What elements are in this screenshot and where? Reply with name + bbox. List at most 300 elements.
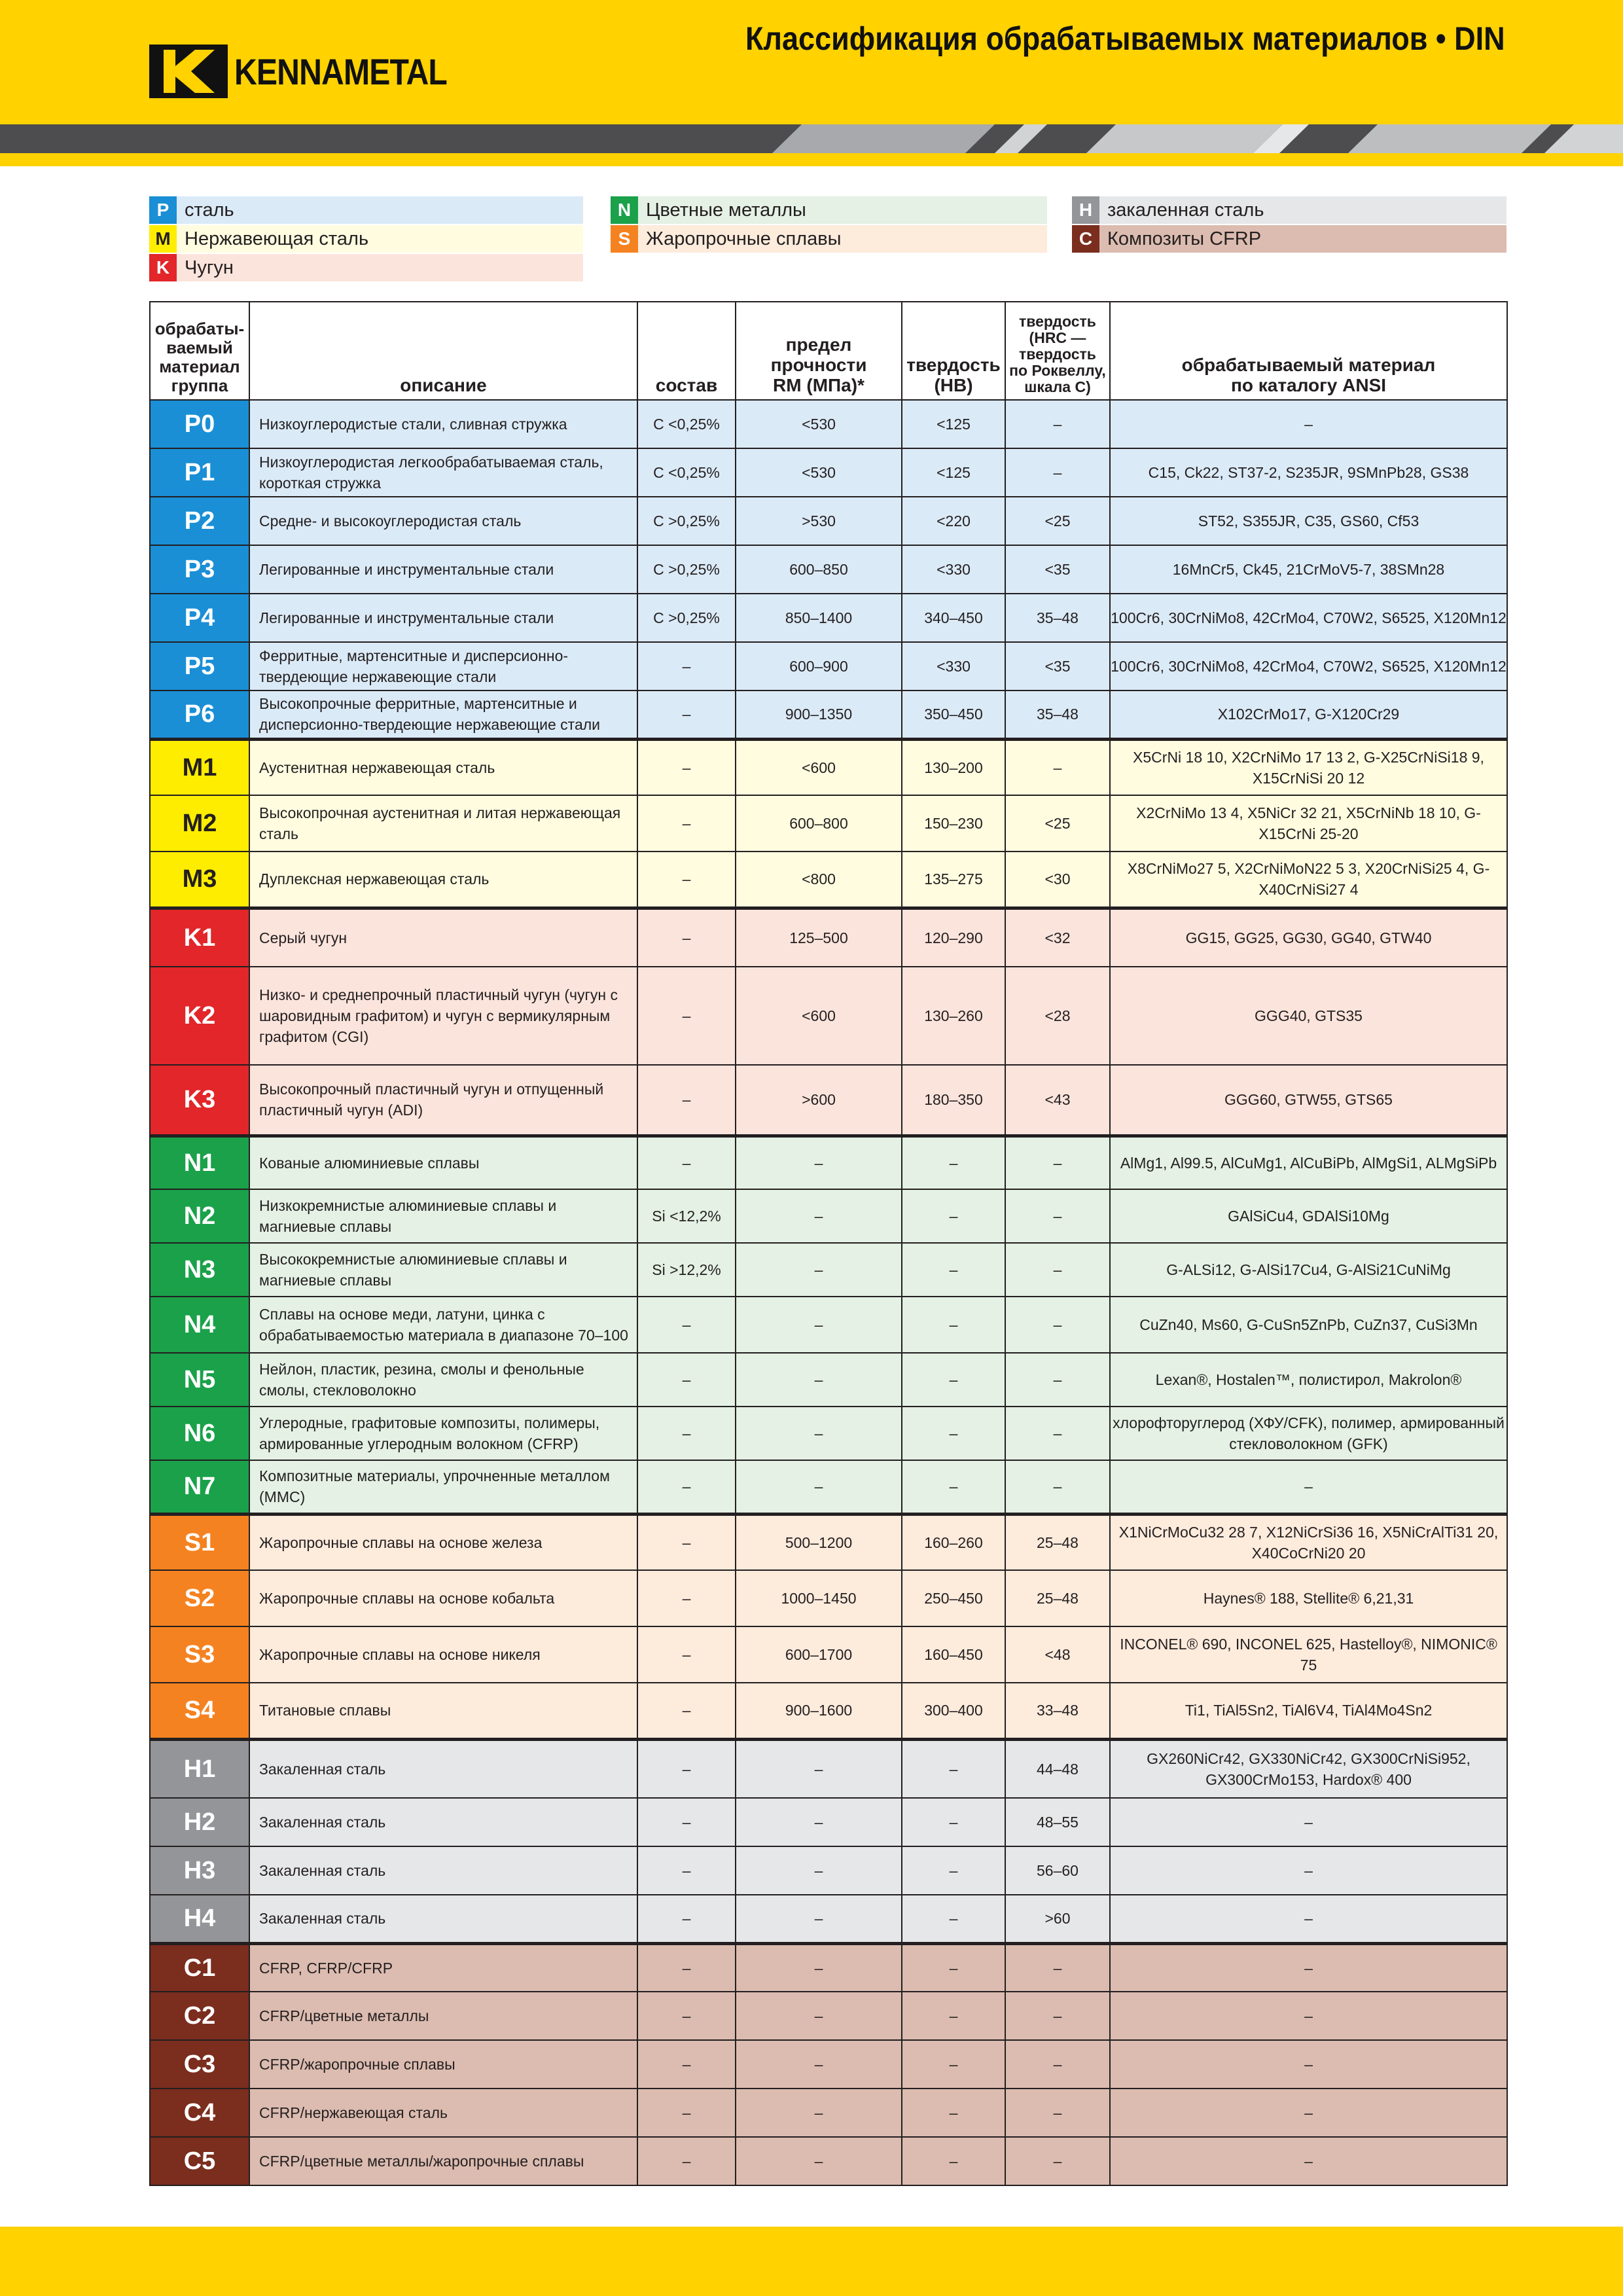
hardness-hrc-cell: 25–48 (1005, 1514, 1110, 1570)
description-cell: Средне- и высокоуглеродистая сталь (249, 497, 637, 545)
header-stripe (0, 124, 1623, 153)
hardness-hrc-cell: 56–60 (1005, 1846, 1110, 1895)
table-row (150, 400, 1507, 448)
hardness-hb-cell: 160–260 (902, 1514, 1005, 1570)
strength-cell: 600–800 (736, 795, 902, 852)
hardness-hb-cell: – (902, 1353, 1005, 1407)
strength-cell: <600 (736, 739, 902, 795)
hardness-hrc-cell: – (1005, 1992, 1110, 2040)
strength-cell: – (736, 1895, 902, 1943)
description-cell: Композитные материалы, упрочненные металлом (MMC) (249, 1460, 637, 1514)
page-title: Классификация обрабатываемых материалов • DIN (745, 20, 1505, 57)
composition-cell: C >0,25% (637, 497, 736, 545)
group-code-cell: P3 (150, 545, 249, 594)
hardness-hb-cell: 160–450 (902, 1626, 1005, 1683)
hardness-hb-cell: <330 (902, 642, 1005, 691)
strength-cell: 600–900 (736, 642, 902, 691)
legend-code: H (1072, 196, 1099, 224)
hardness-hrc-cell: – (1005, 2137, 1110, 2185)
hardness-hb-cell: <125 (902, 400, 1005, 448)
ansi-materials-cell: 100Cr6, 30CrNiMo8, 42CrMo4, C70W2, S6525, X120Mn12 (1110, 642, 1507, 691)
legend-label: закаленная сталь (1099, 196, 1507, 224)
header-hardness-hb: твердость (HB) (902, 302, 1005, 400)
group-code-cell: N5 (150, 1353, 249, 1407)
composition-cell: – (637, 1846, 736, 1895)
ansi-materials-cell: X8CrNiMo27 5, X2CrNiMoN22 5 3, X20CrNiSi25 4, G-X40CrNiSi27 4 (1110, 852, 1507, 908)
description-cell: Дуплексная нержавеющая сталь (249, 852, 637, 908)
hardness-hrc-cell: – (1005, 2040, 1110, 2089)
hardness-hrc-cell: 44–48 (1005, 1739, 1110, 1798)
group-code-cell: C4 (150, 2089, 249, 2137)
composition-cell: – (637, 1407, 736, 1460)
description-cell: Жаропрочные сплавы на основе никеля (249, 1626, 637, 1683)
ansi-materials-cell: X5CrNi 18 10, X2CrNiMo 17 13 2, G-X25CrNiSi18 9, X15CrNiSi 20 12 (1110, 739, 1507, 795)
strength-cell: 850–1400 (736, 594, 902, 642)
composition-cell: Si <12,2% (637, 1189, 736, 1243)
hardness-hb-cell: – (902, 1297, 1005, 1353)
table-row (150, 1943, 1507, 1992)
composition-cell: – (637, 1683, 736, 1739)
strength-cell: 125–500 (736, 908, 902, 967)
composition-cell: – (637, 1570, 736, 1626)
description-cell: Низкоуглеродистые стали, сливная стружка (249, 400, 637, 448)
description-cell: Ферритные, мартенситные и дисперсионно-твердеющие нержавеющие стали (249, 642, 637, 691)
legend-code: S (611, 225, 638, 253)
ansi-materials-cell: 16MnCr5, Ck45, 21CrMoV5-7, 38SMn28 (1110, 545, 1507, 594)
ansi-materials-cell: X2CrNiMo 13 4, X5NiCr 32 21, X5CrNiNb 18 10, G-X15CrNi 25-20 (1110, 795, 1507, 852)
description-cell: CFRP/цветные металлы (249, 1992, 637, 2040)
ansi-materials-cell: Lexan®, Hostalen™, полистирол, Makrolon® (1110, 1353, 1507, 1407)
table-row (150, 1353, 1507, 1407)
table-row (150, 1514, 1507, 1570)
hardness-hrc-cell: <35 (1005, 545, 1110, 594)
ansi-materials-cell: Haynes® 188, Stellite® 6,21,31 (1110, 1570, 1507, 1626)
strength-cell: – (736, 1353, 902, 1407)
strength-cell: – (736, 1136, 902, 1189)
ansi-materials-cell: – (1110, 1846, 1507, 1895)
hardness-hrc-cell: <25 (1005, 795, 1110, 852)
table-row (150, 594, 1507, 642)
table-row (150, 852, 1507, 908)
header-strength: предел прочности RM (МПа)* (736, 302, 902, 400)
legend-label: Жаропрочные сплавы (638, 225, 1047, 253)
legend-item (149, 225, 583, 253)
description-cell: CFRP, CFRP/CFRP (249, 1943, 637, 1992)
table-row (150, 967, 1507, 1065)
hardness-hb-cell: – (902, 1895, 1005, 1943)
ansi-materials-cell: хлорофторуглерод (ХФУ/CFK), полимер, армированный стекловолокном (GFK) (1110, 1407, 1507, 1460)
description-cell: Закаленная сталь (249, 1895, 637, 1943)
brand-name: KENNAMETAL (234, 50, 447, 92)
page-footer (0, 2227, 1623, 2296)
description-cell: Сплавы на основе меди, латуни, цинка с обрабатываемостью материала в диапазоне 70–100 (249, 1297, 637, 1353)
description-cell: CFRP/нержавеющая сталь (249, 2089, 637, 2137)
hardness-hb-cell: 180–350 (902, 1065, 1005, 1136)
group-code-cell: K2 (150, 967, 249, 1065)
hardness-hrc-cell: <30 (1005, 852, 1110, 908)
table-row (150, 1798, 1507, 1846)
description-cell: Аустенитная нержавеющая сталь (249, 739, 637, 795)
ansi-materials-cell: CuZn40, Ms60, G-CuSn5ZnPb, CuZn37, CuSi3Mn (1110, 1297, 1507, 1353)
group-code-cell: P0 (150, 400, 249, 448)
strength-cell: – (736, 2040, 902, 2089)
hardness-hrc-cell: <32 (1005, 908, 1110, 967)
description-cell: CFRP/жаропрочные сплавы (249, 2040, 637, 2089)
table-row (150, 1136, 1507, 1189)
table-row (150, 1846, 1507, 1895)
table-row (150, 691, 1507, 739)
composition-cell: – (637, 967, 736, 1065)
composition-cell: – (637, 1514, 736, 1570)
composition-cell: – (637, 1798, 736, 1846)
hardness-hrc-cell: – (1005, 1943, 1110, 1992)
group-code-cell: M3 (150, 852, 249, 908)
strength-cell: – (736, 1943, 902, 1992)
table-row (150, 795, 1507, 852)
table-row (150, 1407, 1507, 1460)
strength-cell: <600 (736, 967, 902, 1065)
hardness-hrc-cell: – (1005, 1297, 1110, 1353)
table-row (150, 1297, 1507, 1353)
description-cell: Низкокремнистые алюминиевые сплавы и магниевые сплавы (249, 1189, 637, 1243)
group-code-cell: C3 (150, 2040, 249, 2089)
description-cell: Углеродные, графитовые композиты, полимеры, армированные углеродным волокном (CFRP) (249, 1407, 637, 1460)
legend-label: сталь (177, 196, 583, 224)
composition-cell: Si >12,2% (637, 1243, 736, 1297)
hardness-hb-cell: – (902, 1943, 1005, 1992)
description-cell: Кованые алюминиевые сплавы (249, 1136, 637, 1189)
table-header-row (150, 302, 1507, 400)
hardness-hb-cell: – (902, 2137, 1005, 2185)
group-code-cell: N2 (150, 1189, 249, 1243)
description-cell: Низко- и среднепрочный пластичный чугун (чугун с шаровидным графитом) и чугун с вермикулярным графитом (CGI) (249, 967, 637, 1065)
legend-label: Нержавеющая сталь (177, 225, 583, 253)
group-code-cell: S2 (150, 1570, 249, 1626)
ansi-materials-cell: – (1110, 1460, 1507, 1514)
hardness-hrc-cell: – (1005, 1243, 1110, 1297)
legend-item (1072, 196, 1507, 224)
composition-cell: – (637, 852, 736, 908)
hardness-hrc-cell: – (1005, 1407, 1110, 1460)
composition-cell: – (637, 2089, 736, 2137)
composition-cell: – (637, 1992, 736, 2040)
ansi-materials-cell: – (1110, 1895, 1507, 1943)
description-cell: Титановые сплавы (249, 1683, 637, 1739)
hardness-hrc-cell: <28 (1005, 967, 1110, 1065)
hardness-hrc-cell: 25–48 (1005, 1570, 1110, 1626)
hardness-hrc-cell: – (1005, 400, 1110, 448)
description-cell: Низкоуглеродистая легкообрабатываемая сталь, короткая стружка (249, 448, 637, 497)
composition-cell: – (637, 2040, 736, 2089)
legend-column-3 (1072, 196, 1507, 254)
legend-item (611, 225, 1047, 253)
group-code-cell: S4 (150, 1683, 249, 1739)
composition-cell: – (637, 691, 736, 739)
legend-code: P (149, 196, 177, 224)
strength-cell: 600–1700 (736, 1626, 902, 1683)
hardness-hrc-cell: – (1005, 1189, 1110, 1243)
legend-code: M (149, 225, 177, 253)
ansi-materials-cell: – (1110, 2137, 1507, 2185)
strength-cell: – (736, 1297, 902, 1353)
group-code-cell: H3 (150, 1846, 249, 1895)
ansi-materials-cell: ST52, S355JR, C35, GS60, Cf53 (1110, 497, 1507, 545)
hardness-hb-cell: – (902, 1846, 1005, 1895)
group-code-cell: K3 (150, 1065, 249, 1136)
legend-label: Чугун (177, 254, 583, 281)
description-cell: Нейлон, пластик, резина, смолы и фенольные смолы, стекловолокно (249, 1353, 637, 1407)
group-code-cell: C1 (150, 1943, 249, 1992)
ansi-materials-cell: Ti1, TiAl5Sn2, TiAl6V4, TiAl4Mo4Sn2 (1110, 1683, 1507, 1739)
hardness-hrc-cell: <35 (1005, 642, 1110, 691)
group-code-cell: P6 (150, 691, 249, 739)
hardness-hb-cell: – (902, 1460, 1005, 1514)
legend-item (149, 254, 583, 281)
ansi-materials-cell: – (1110, 2089, 1507, 2137)
ansi-materials-cell: GGG40, GTS35 (1110, 967, 1507, 1065)
composition-cell: – (637, 1136, 736, 1189)
ansi-materials-cell: 100Cr6, 30CrNiMo8, 42CrMo4, C70W2, S6525, X120Mn12 (1110, 594, 1507, 642)
kennametal-k-icon (149, 45, 228, 98)
table-row (150, 1895, 1507, 1943)
description-cell: Закаленная сталь (249, 1739, 637, 1798)
header-ansi: обрабатываемый материал по каталогу ANSI (1110, 302, 1507, 400)
composition-cell: C <0,25% (637, 400, 736, 448)
description-cell: Жаропрочные сплавы на основе железа (249, 1514, 637, 1570)
strength-cell: – (736, 1846, 902, 1895)
legend-item (1072, 225, 1507, 253)
hardness-hrc-cell: 35–48 (1005, 594, 1110, 642)
composition-cell: – (637, 1460, 736, 1514)
ansi-materials-cell: GGG60, GTW55, GTS65 (1110, 1065, 1507, 1136)
hardness-hb-cell: – (902, 1136, 1005, 1189)
stripe-graphic (0, 124, 1623, 153)
strength-cell: 900–1350 (736, 691, 902, 739)
table-row (150, 1243, 1507, 1297)
hardness-hrc-cell: – (1005, 1460, 1110, 1514)
table-body (150, 400, 1507, 2185)
description-cell: Жаропрочные сплавы на основе кобальта (249, 1570, 637, 1626)
description-cell: Высокопрочная аустенитная и литая нержавеющая сталь (249, 795, 637, 852)
legend-label: Композиты CFRP (1099, 225, 1507, 253)
hardness-hb-cell: – (902, 2089, 1005, 2137)
group-code-cell: M1 (150, 739, 249, 795)
group-code-cell: K1 (150, 908, 249, 967)
table-row (150, 545, 1507, 594)
table-row (150, 2089, 1507, 2137)
composition-cell: – (637, 1065, 736, 1136)
hardness-hb-cell: – (902, 1407, 1005, 1460)
hardness-hb-cell: – (902, 1992, 1005, 2040)
header-description: описание (249, 302, 637, 400)
materials-table (149, 301, 1508, 2186)
hardness-hb-cell: 300–400 (902, 1683, 1005, 1739)
description-cell: Серый чугун (249, 908, 637, 967)
hardness-hb-cell: 250–450 (902, 1570, 1005, 1626)
header-hardness-hrc: твердость (HRC — твердость по Роквеллу, шкала C) (1005, 302, 1110, 400)
table-row (150, 2137, 1507, 2185)
description-cell: Высокопрочный пластичный чугун и отпущенный пластичный чугун (ADI) (249, 1065, 637, 1136)
composition-cell: C <0,25% (637, 448, 736, 497)
group-code-cell: H4 (150, 1895, 249, 1943)
composition-cell: C >0,25% (637, 545, 736, 594)
hardness-hb-cell: 135–275 (902, 852, 1005, 908)
brand-logo (149, 45, 482, 98)
ansi-materials-cell: GAlSiCu4, GDAlSi10Mg (1110, 1189, 1507, 1243)
group-code-cell: S1 (150, 1514, 249, 1570)
ansi-materials-cell: – (1110, 1992, 1507, 2040)
strength-cell: – (736, 2137, 902, 2185)
group-code-cell: S3 (150, 1626, 249, 1683)
hardness-hrc-cell: <48 (1005, 1626, 1110, 1683)
composition-cell: – (637, 795, 736, 852)
strength-cell: – (736, 1798, 902, 1846)
table-row (150, 1189, 1507, 1243)
composition-cell: – (637, 2137, 736, 2185)
legend-item (611, 196, 1047, 224)
ansi-materials-cell: – (1110, 400, 1507, 448)
composition-cell: – (637, 1943, 736, 1992)
legend-item (149, 196, 583, 224)
hardness-hb-cell: – (902, 1243, 1005, 1297)
hardness-hrc-cell: 48–55 (1005, 1798, 1110, 1846)
hardness-hrc-cell: <25 (1005, 497, 1110, 545)
ansi-materials-cell: – (1110, 1798, 1507, 1846)
strength-cell: – (736, 1407, 902, 1460)
legend-code: N (611, 196, 638, 224)
hardness-hb-cell: <330 (902, 545, 1005, 594)
group-code-cell: N1 (150, 1136, 249, 1189)
legend-code: C (1072, 225, 1099, 253)
table-row (150, 1992, 1507, 2040)
hardness-hrc-cell: – (1005, 448, 1110, 497)
group-code-cell: H1 (150, 1739, 249, 1798)
hardness-hb-cell: – (902, 1739, 1005, 1798)
strength-cell: 1000–1450 (736, 1570, 902, 1626)
hardness-hb-cell: 130–260 (902, 967, 1005, 1065)
legend-code: K (149, 254, 177, 281)
strength-cell: 900–1600 (736, 1683, 902, 1739)
composition-cell: – (637, 1895, 736, 1943)
group-code-cell: N3 (150, 1243, 249, 1297)
description-cell: Высококремнистые алюминиевые сплавы и магниевые сплавы (249, 1243, 637, 1297)
hardness-hrc-cell: – (1005, 739, 1110, 795)
header-group: обрабаты- ваемый материал группа (150, 302, 249, 400)
hardness-hrc-cell: >60 (1005, 1895, 1110, 1943)
table-row (150, 1065, 1507, 1136)
group-code-cell: M2 (150, 795, 249, 852)
composition-cell: – (637, 908, 736, 967)
composition-cell: – (637, 1297, 736, 1353)
composition-cell: – (637, 1626, 736, 1683)
group-code-cell: N4 (150, 1297, 249, 1353)
strength-cell: – (736, 1189, 902, 1243)
table-row (150, 1570, 1507, 1626)
hardness-hrc-cell: – (1005, 2089, 1110, 2137)
hardness-hrc-cell: 33–48 (1005, 1683, 1110, 1739)
group-code-cell: P4 (150, 594, 249, 642)
strength-cell: – (736, 1992, 902, 2040)
hardness-hb-cell: <220 (902, 497, 1005, 545)
hardness-hrc-cell: – (1005, 1353, 1110, 1407)
description-cell: Закаленная сталь (249, 1798, 637, 1846)
table-row (150, 2040, 1507, 2089)
composition-cell: – (637, 642, 736, 691)
ansi-materials-cell: C15, Ck22, ST37-2, S235JR, 9SMnPb28, GS38 (1110, 448, 1507, 497)
strength-cell: <530 (736, 448, 902, 497)
table-row (150, 642, 1507, 691)
strength-cell: >600 (736, 1065, 902, 1136)
description-cell: CFRP/цветные металлы/жаропрочные сплавы (249, 2137, 637, 2185)
group-code-cell: N6 (150, 1407, 249, 1460)
strength-cell: – (736, 1739, 902, 1798)
hardness-hb-cell: 150–230 (902, 795, 1005, 852)
strength-cell: – (736, 2089, 902, 2137)
header-composition: состав (637, 302, 736, 400)
hardness-hb-cell: 340–450 (902, 594, 1005, 642)
strength-cell: 500–1200 (736, 1514, 902, 1570)
strength-cell: – (736, 1243, 902, 1297)
legend-column-1 (149, 196, 583, 283)
ansi-materials-cell: X102CrMo17, G-X120Cr29 (1110, 691, 1507, 739)
table-row (150, 448, 1507, 497)
hardness-hb-cell: 130–200 (902, 739, 1005, 795)
group-code-cell: P2 (150, 497, 249, 545)
group-code-cell: C2 (150, 1992, 249, 2040)
hardness-hb-cell: – (902, 1798, 1005, 1846)
composition-cell: – (637, 739, 736, 795)
ansi-materials-cell: AlMg1, Al99.5, AlCuMg1, AlCuBiPb, AlMgSi1, ALMgSiPb (1110, 1136, 1507, 1189)
table-row (150, 908, 1507, 967)
ansi-materials-cell: GX260NiCr42, GX330NiCr42, GX300CrNiSi952, GX300CrMo153, Hardox® 400 (1110, 1739, 1507, 1798)
hardness-hrc-cell: <43 (1005, 1065, 1110, 1136)
legend-column-2 (611, 196, 1047, 254)
table-row (150, 1460, 1507, 1514)
ansi-materials-cell: – (1110, 1943, 1507, 1992)
description-cell: Высокопрочные ферритные, мартенситные и дисперсионно-твердеющие нержавеющие стали (249, 691, 637, 739)
legend-label: Цветные металлы (638, 196, 1047, 224)
table-row (150, 739, 1507, 795)
ansi-materials-cell: INCONEL® 690, INCONEL 625, Hastelloy®, NIMONIC® 75 (1110, 1626, 1507, 1683)
hardness-hb-cell: <125 (902, 448, 1005, 497)
table-row (150, 1626, 1507, 1683)
composition-cell: C >0,25% (637, 594, 736, 642)
ansi-materials-cell: GG15, GG25, GG30, GG40, GTW40 (1110, 908, 1507, 967)
page-header (0, 0, 1623, 124)
group-code-cell: H2 (150, 1798, 249, 1846)
table-row (150, 497, 1507, 545)
ansi-materials-cell: – (1110, 2040, 1507, 2089)
ansi-materials-cell: X1NiCrMoCu32 28 7, X12NiCrSi36 16, X5NiCrAlTi31 20, X40CoCrNi20 20 (1110, 1514, 1507, 1570)
stripe-yellow-band (0, 153, 1623, 166)
strength-cell: <530 (736, 400, 902, 448)
description-cell: Закаленная сталь (249, 1846, 637, 1895)
hardness-hb-cell: 120–290 (902, 908, 1005, 967)
hardness-hrc-cell: 35–48 (1005, 691, 1110, 739)
strength-cell: <800 (736, 852, 902, 908)
group-code-cell: C5 (150, 2137, 249, 2185)
table-row (150, 1683, 1507, 1739)
hardness-hrc-cell: – (1005, 1136, 1110, 1189)
group-code-cell: P5 (150, 642, 249, 691)
hardness-hb-cell: – (902, 1189, 1005, 1243)
hardness-hb-cell: – (902, 2040, 1005, 2089)
strength-cell: >530 (736, 497, 902, 545)
ansi-materials-cell: G-ALSi12, G-AlSi17Cu4, G-AlSi21CuNiMg (1110, 1243, 1507, 1297)
hardness-hb-cell: 350–450 (902, 691, 1005, 739)
strength-cell: 600–850 (736, 545, 902, 594)
group-code-cell: N7 (150, 1460, 249, 1514)
